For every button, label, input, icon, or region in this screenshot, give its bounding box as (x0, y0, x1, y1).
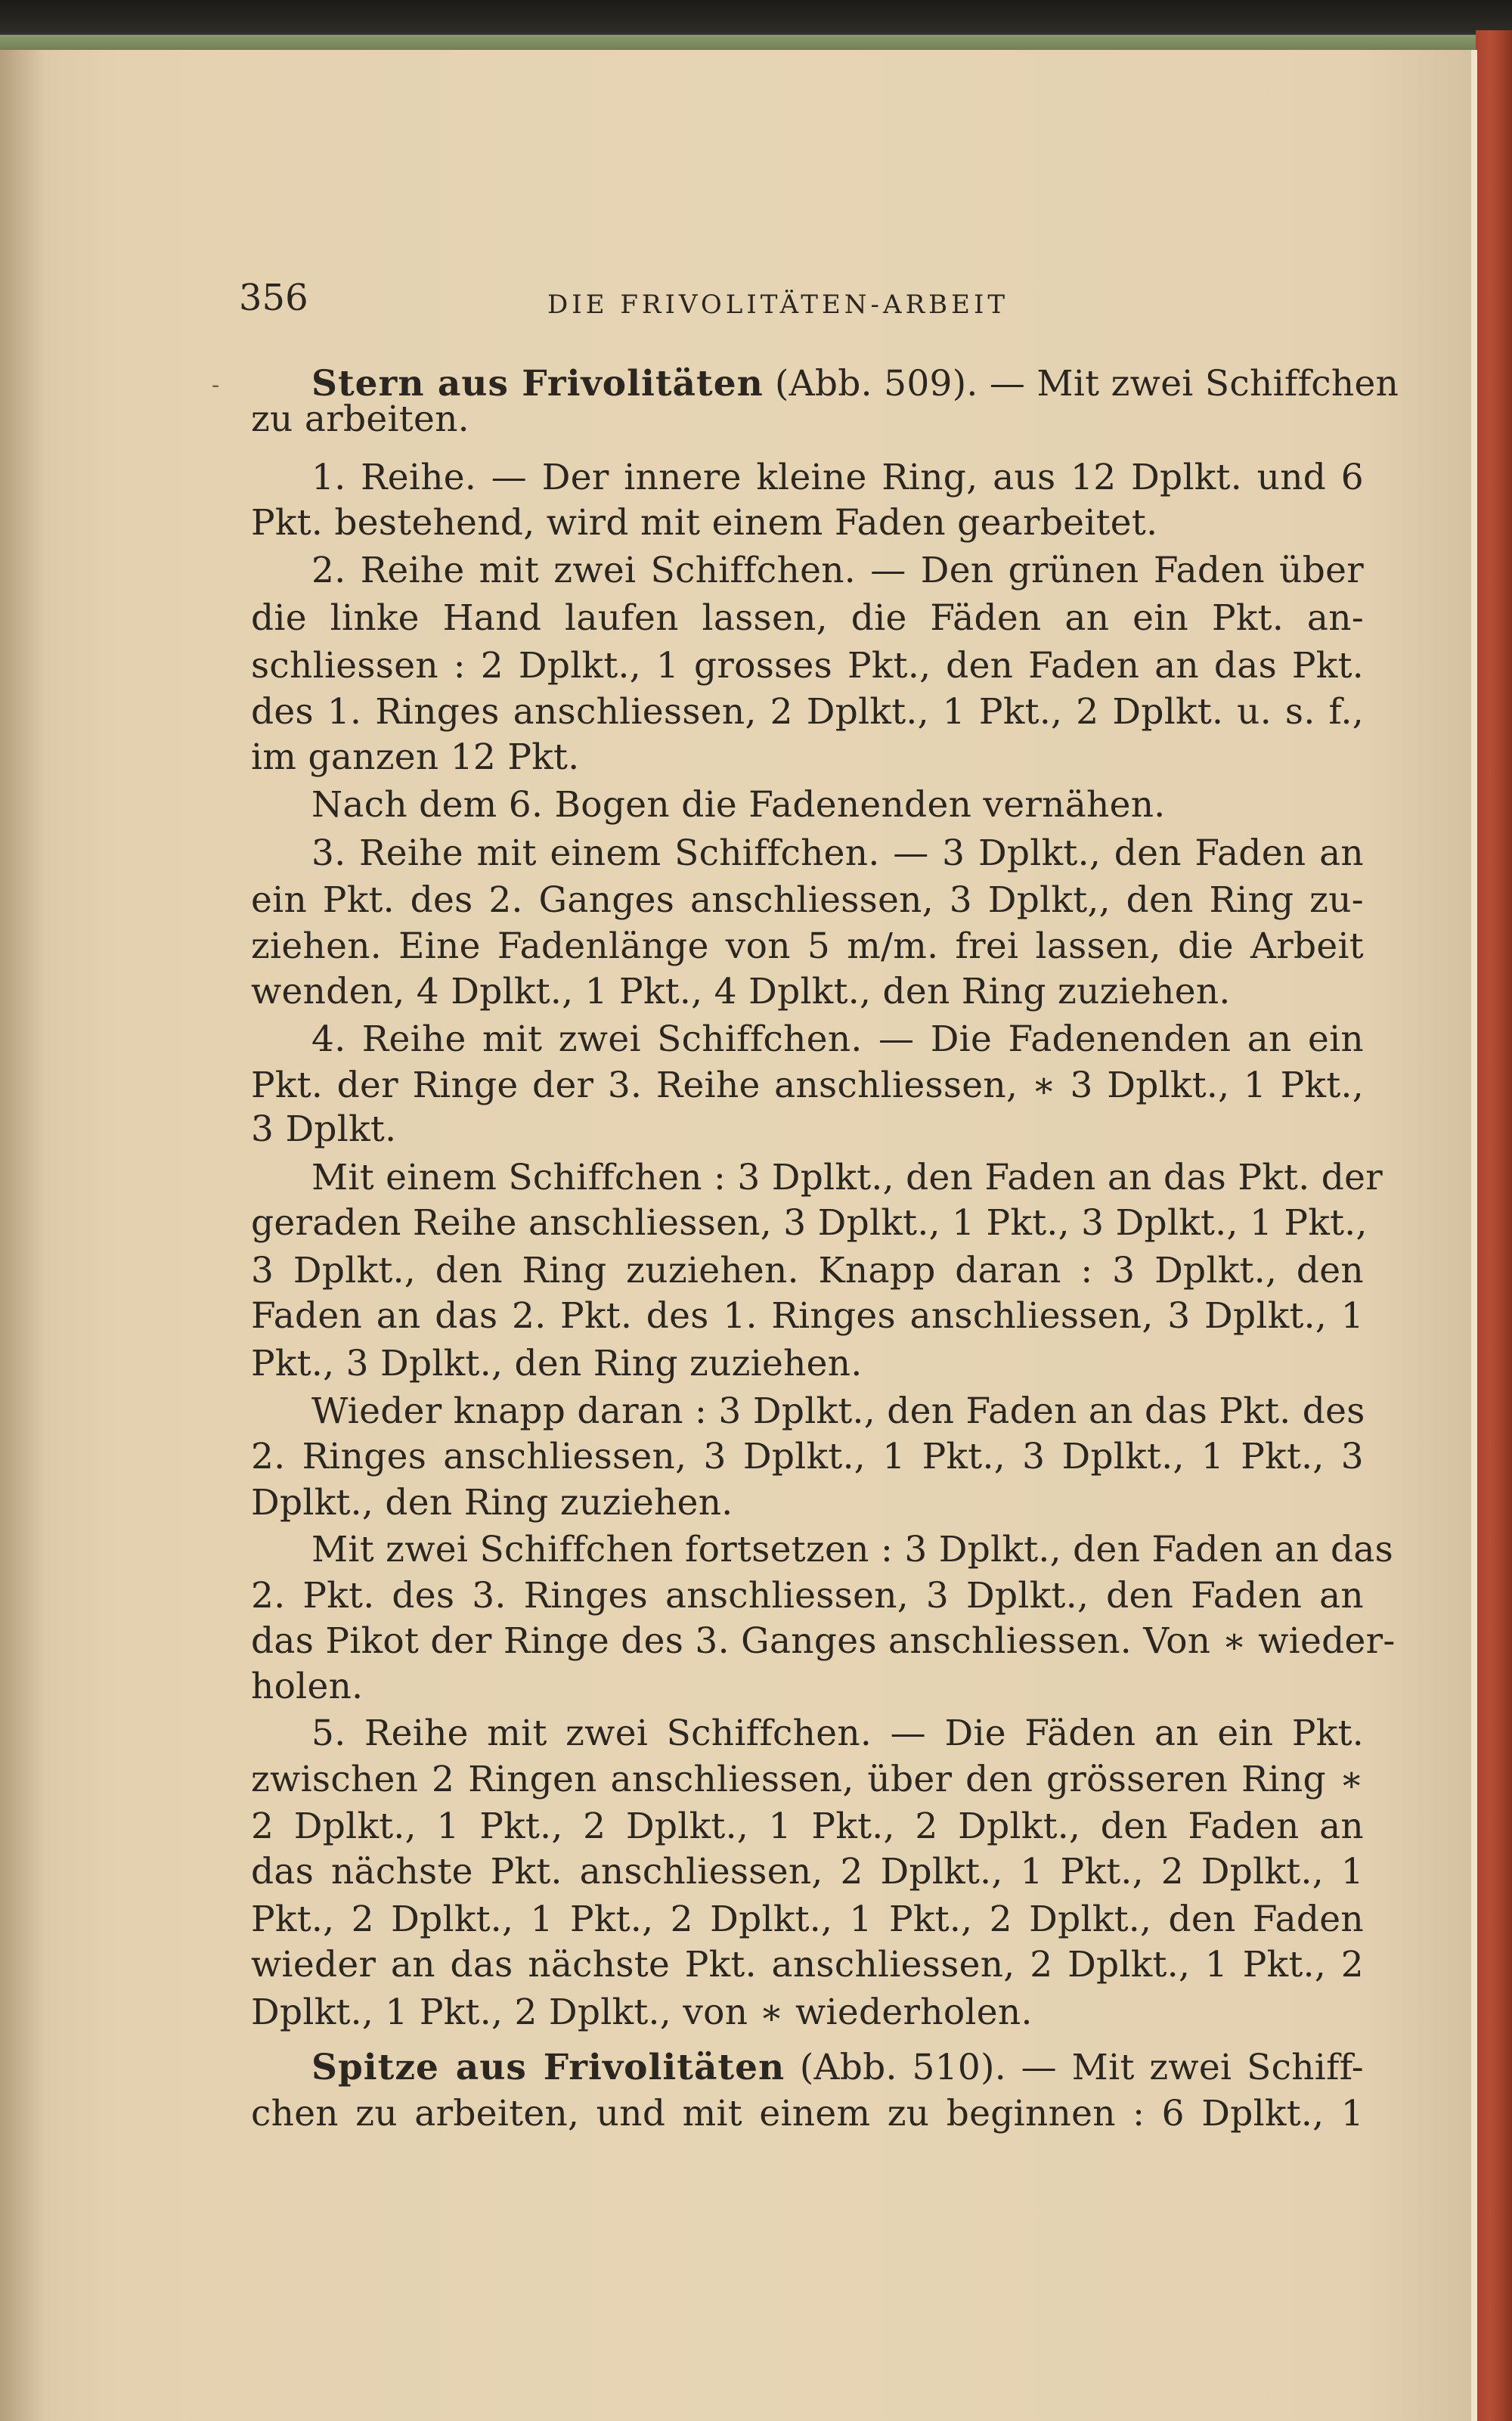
text-line: ziehen. Eine Fadenlänge von 5 m/m. frei lassen, die Arbeit (251, 925, 1364, 967)
text-line: Faden an das 2. Pkt. des 1. Ringes anschliessen, 3 Dplkt., 1 (251, 1295, 1364, 1337)
text-line: wenden, 4 Dplkt., 1 Pkt., 4 Dplkt., den Ring zuziehen. (251, 971, 1231, 1012)
text-line: 1. Reihe. — Der innere kleine Ring, aus 12 Dplkt. und 6 (311, 457, 1364, 498)
text-line: zu arbeiten. (251, 398, 469, 440)
section-title: Stern aus Frivolitäten (311, 363, 764, 405)
text-line: wieder an das nächste Pkt. anschliessen, 2 Dplkt., 1 Pkt., 2 (251, 1944, 1364, 1985)
text-line: Mit zwei Schiffchen fortsetzen : 3 Dplkt., den Faden an das (311, 1529, 1394, 1570)
text-line: Nach dem 6. Bogen die Fadenenden vernähen. (311, 784, 1166, 826)
text-line: Dplkt., 1 Pkt., 2 Dplkt., von ∗ wiederholen. (251, 1992, 1033, 2033)
text-line: Pkt. der Ringe der 3. Reihe anschliessen, ∗ 3 Dplkt., 1 Pkt., (251, 1065, 1364, 1106)
text-line: zwischen 2 Ringen anschliessen, über den grösseren Ring ∗ (251, 1759, 1364, 1800)
text-line: 3 Dplkt. (251, 1108, 397, 1150)
text-line: Dplkt., den Ring zuziehen. (251, 1482, 733, 1524)
text-line: chen zu arbeiten, und mit einem zu beginnen : 6 Dplkt., 1 (251, 2093, 1364, 2134)
page-gutter-shadow (0, 50, 45, 2421)
book-cover-edge (1476, 30, 1512, 2421)
text-line: 2 Dplkt., 1 Pkt., 2 Dplkt., 1 Pkt., 2 Dplkt., den Faden an (251, 1806, 1364, 1847)
text-line: Stern aus Frivolitäten (Abb. 509). — Mit zwei Schiffchen (311, 363, 1399, 405)
text-line: Pkt., 3 Dplkt., den Ring zuziehen. (251, 1343, 863, 1384)
text-line: 4. Reihe mit zwei Schiffchen. — Die Fadenenden an ein (311, 1018, 1364, 1060)
text-line: 3 Dplkt., den Ring zuziehen. Knapp daran : 3 Dplkt., den (251, 1250, 1364, 1291)
text-line: Spitze aus Frivolitäten (Abb. 510). — Mit zwei Schiff- (311, 2047, 1364, 2088)
section-title: Spitze aus Frivolitäten (311, 2047, 785, 2088)
text-line: das nächste Pkt. anschliessen, 2 Dplkt., 1 Pkt., 2 Dplkt., 1 (251, 1851, 1364, 1892)
text-line: im ganzen 12 Pkt. (251, 736, 580, 778)
text-line: ein Pkt. des 2. Ganges anschliessen, 3 Dplkt,, den Ring zu- (251, 879, 1364, 921)
text-line: 5. Reihe mit zwei Schiffchen. — Die Fäden an ein Pkt. (311, 1713, 1364, 1754)
text-line: des 1. Ringes anschliessen, 2 Dplkt., 1 Pkt., 2 Dplkt. u. s. f., (251, 691, 1364, 733)
text-line: 2. Pkt. des 3. Ringes anschliessen, 3 Dplkt., den Faden an (251, 1575, 1364, 1617)
text-line: 2. Reihe mit zwei Schiffchen. — Den grünen Faden über (311, 550, 1364, 591)
text-line: Wieder knapp daran : 3 Dplkt., den Faden an das Pkt. des (311, 1390, 1365, 1432)
margin-mark: - (212, 372, 220, 398)
text-line: holen. (251, 1666, 364, 1707)
text-line: 2. Ringes anschliessen, 3 Dplkt., 1 Pkt., 3 Dplkt., 1 Pkt., 3 (251, 1436, 1364, 1477)
text-line: schliessen : 2 Dplkt., 1 grosses Pkt., den Faden an das Pkt. (251, 645, 1364, 687)
page-number: 356 (239, 277, 308, 319)
text-line: Mit einem Schiffchen : 3 Dplkt., den Faden an das Pkt. der (311, 1157, 1383, 1198)
text-line: Pkt., 2 Dplkt., 1 Pkt., 2 Dplkt., 1 Pkt., 2 Dplkt., den Faden (251, 1899, 1364, 1940)
text-line: die linke Hand laufen lassen, die Fäden an ein Pkt. an- (251, 597, 1364, 639)
text-line: das Pikot der Ringe des 3. Ganges anschliessen. Von ∗ wieder- (251, 1620, 1396, 1662)
page-edge (1471, 50, 1477, 2421)
running-head: DIE FRIVOLITÄTEN-ARBEIT (547, 290, 1009, 320)
text-line: geraden Reihe anschliessen, 3 Dplkt., 1 Pkt., 3 Dplkt., 1 Pkt., (251, 1202, 1368, 1244)
text-line: Pkt. bestehend, wird mit einem Faden gearbeitet. (251, 502, 1158, 544)
text-line: 3. Reihe mit einem Schiffchen. — 3 Dplkt., den Faden an (311, 832, 1364, 874)
